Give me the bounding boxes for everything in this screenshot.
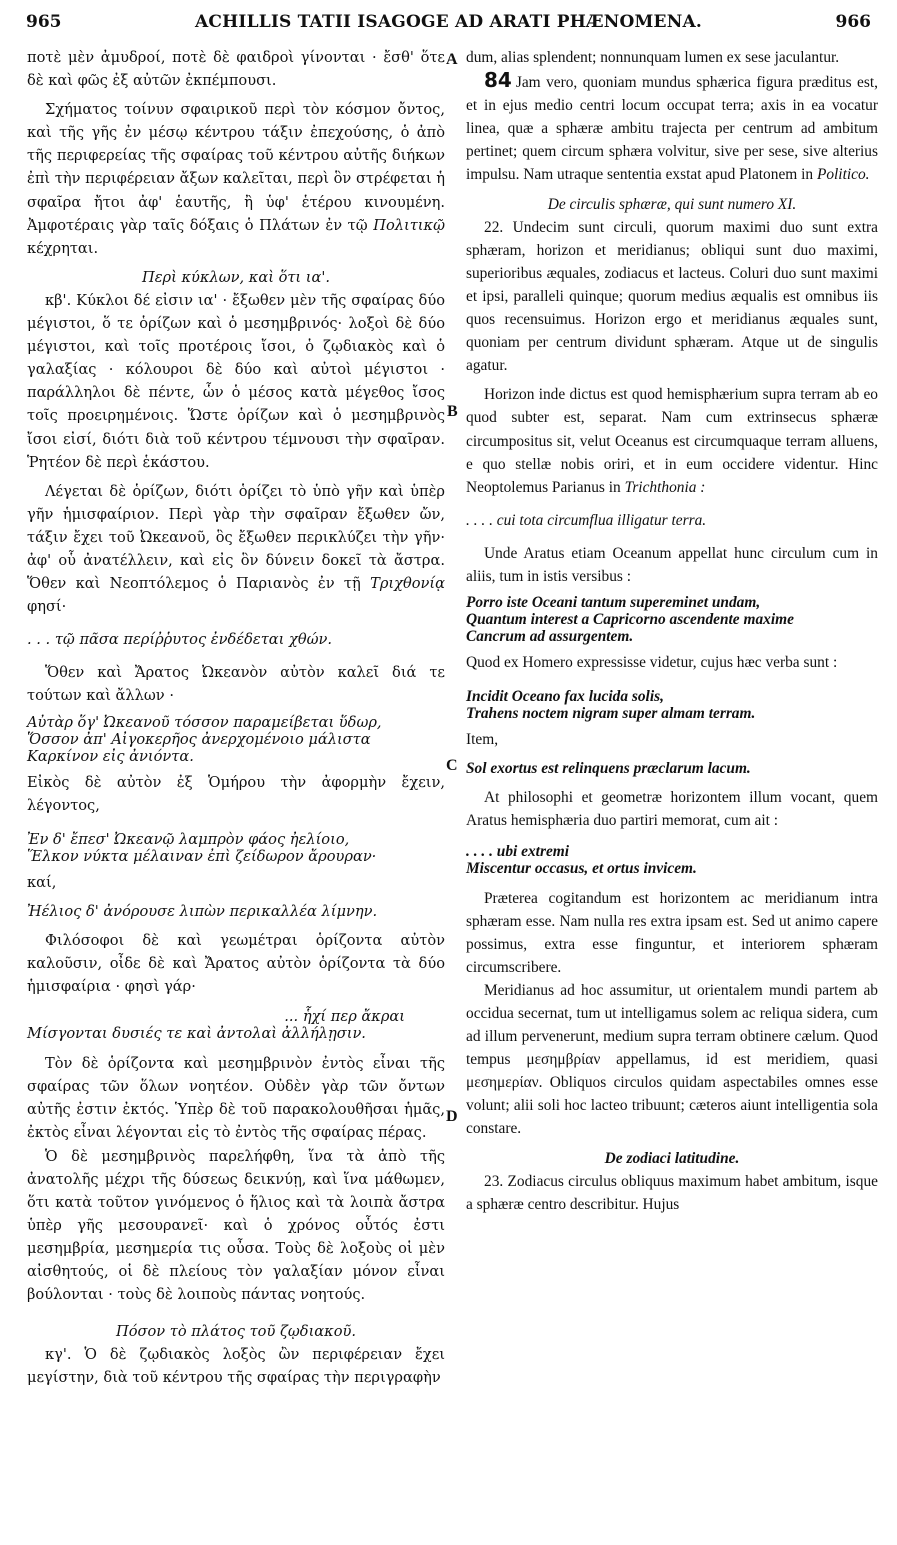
latin-verse-line: Cancrum ad assurgentem. bbox=[466, 628, 634, 646]
latin-verse: . . . . cui tota circumflua illigatur terra. bbox=[466, 511, 707, 529]
latin-connector: Item, bbox=[466, 731, 499, 749]
greek-verse-line: Αὐτὰρ ὅγ' Ὠκεανοῦ τόσσον παραμείβεται ὕδωρ, bbox=[27, 713, 382, 731]
latin-section-heading: De zodiaci latitudine. bbox=[604, 1149, 740, 1167]
greek-verse-line: Ἐν δ' ἔπεσ' Ὠκεανῷ λαμπρὸν φάος ἠελίοιο, bbox=[27, 830, 350, 848]
greek-paragraph: Ὅθεν καὶ Ἄρατος Ὠκεανὸν αὐτὸν καλεῖ διά τε τούτων καὶ ἄλλων · bbox=[27, 664, 445, 705]
greek-section-heading: Πόσον τὸ πλάτος τοῦ ζῳδιακοῦ. bbox=[115, 1323, 357, 1341]
section-number: 84 bbox=[484, 68, 512, 93]
latin-verse-line: . . . . ubi extremi bbox=[466, 842, 570, 860]
latin-paragraph: 23. Zodiacus circulus obliquus maximum habet ambitum, isque a sphæræ centro describitur. Hujus bbox=[466, 1172, 878, 1213]
greek-column bbox=[27, 46, 445, 1390]
latin-verse-line: Miscentur occasus, et ortus invicem. bbox=[466, 859, 697, 877]
greek-text: κέχρηται. bbox=[27, 239, 99, 257]
greek-verse: . . . τῷ πᾶσα περίῤῥυτος ἐνδέδεται χθών. bbox=[27, 631, 333, 649]
greek-section-heading: Περὶ κύκλων, καὶ ὅτι ια'. bbox=[141, 268, 331, 286]
latin-paragraph bbox=[466, 383, 878, 498]
greek-verse: Ἠέλιος δ' ἀνόρουσε λιπὼν περικαλλέα λίμνην. bbox=[27, 902, 378, 920]
latin-verse-line: Porro iste Oceani tantum supereminet undam, bbox=[466, 594, 761, 612]
latin-verse-block bbox=[466, 594, 878, 645]
latin-paragraph: Quod ex Homero expressisse videtur, cujus hæc verba sunt : bbox=[466, 654, 838, 672]
greek-paragraph: Φιλόσοφοι δὲ καὶ γεωμέτραι ὁρίζοντα αὐτὸν καλοῦσιν, οἶδε δὲ καὶ Ἄρατος αὐτὸν ὁρίζοντα τὰ δύο ἡμισφαίρια · φησὶ γάρ· bbox=[27, 931, 445, 996]
latin-paragraph: Unde Aratus etiam Oceanum appellat hunc circulum cum in aliis, tum in istis versibus : bbox=[466, 544, 878, 585]
latin-text: Horizon inde dictus est quod hemisphærium supra terram ab eo quod subter est, separat. Nam cum extrinsecus sphæræ circumpositus sit, velut Oceanus est circumquaque terram alluens, e quo stellæ nobis oriri, et in eum occidere videntur. Hinc Neoptolemus Parianus in bbox=[466, 386, 878, 496]
greek-paragraph: ποτὲ μὲν ἀμυδροί, ποτὲ δὲ φαιδροὶ γίνονται · ἔσθ' ὅτε δὲ καὶ φῶς ἐξ αὐτῶν ἐκπέμπουσι. bbox=[27, 49, 445, 90]
latin-verse-block bbox=[466, 843, 878, 877]
latin-paragraph: Præterea cogitandum est horizontem ac meridianum intra sphæram esse. Nam nulla res extra ipsam est. Sed ut animo capere possimus, extra esse finguntur, et interiorem sphæram circumscribere. bbox=[466, 889, 878, 976]
greek-paragraph: κγ'. Ὁ δὲ ζῳδιακὸς λοξὸς ὢν περιφέρειαν ἔχει μεγίστην, διὰ τοῦ κέντρου τῆς σφαίρας τὴν περιγραφὴν bbox=[27, 1346, 445, 1387]
margin-letter-d: D bbox=[446, 1108, 458, 1125]
latin-work-title: Politico. bbox=[816, 166, 870, 184]
latin-verse-line: Incidit Oceano fax lucida solis, bbox=[466, 688, 664, 706]
page-number-right: 966 bbox=[835, 12, 871, 32]
latin-verse-line: Trahens noctem nigram super almam terram. bbox=[466, 705, 756, 723]
latin-verse-block bbox=[466, 688, 878, 722]
greek-connector: καί, bbox=[27, 873, 57, 891]
latin-text: Jam vero, quoniam mundus sphærica figura præditus est, et in ejus medio centri locum occupat terra; axis in ea vocatur linea, quæ a sphæræ ambitu trajecta per centrum ad ambitum pertinet; quem circum sphæra volvitur, sive per sese, sive alterius impulsu. Nam utraque sententia exstat apud Platonem in bbox=[466, 74, 878, 184]
greek-verse-line: Μίσγονται δυσιές τε καὶ ἀντολαὶ ἀλλήλῃσιν. bbox=[27, 1025, 366, 1043]
greek-paragraph: Ὁ δὲ μεσημβρινὸς παρελήφθη, ἵνα τὰ ἀπὸ τῆς ἀνατολῆς μέχρι τῆς δύσεως δεικνύῃ, καὶ ἵνα μάθωμεν, ὅτι κατὰ τοῦτον γινόμενος ὁ ἥλιος καὶ τὰ λοιπὰ ἄστρα ὑπὲρ γῆς μεσουρανεῖ· καὶ ὁ χρόνος οὗτός ἐστι μεσημβρία, μεσημερία τις οὖσα. Τοὺς δὲ λοξοὺς οἱ μὲν αἰσθητούς, οἱ δὲ πλείους τὸν γαλαξίαν μόνον εἶναι βούλονται · τοὺς δὲ λοιποὺς πάντας νοητούς. bbox=[27, 1147, 445, 1304]
greek-paragraph: Εἰκὸς δὲ αὐτὸν ἐξ Ὁμήρου τὴν ἀφορμὴν ἔχειν, λέγοντος, bbox=[27, 773, 445, 814]
latin-section-heading: De circulis sphæræ, qui sunt numero XI. bbox=[547, 195, 797, 213]
latin-paragraph: dum, alias splendent; nonnunquam lumen ex sese jaculantur. bbox=[466, 49, 840, 66]
latin-work-title: Trichthonia : bbox=[624, 478, 706, 496]
latin-paragraph: At philosophi et geometræ horizontem illum vocant, quem Aratus hemisphæria duo partiri memorat, cum ait : bbox=[466, 789, 878, 830]
running-title: ACHILLIS TATII ISAGOGE AD ARATI PHÆNOMENA. bbox=[195, 12, 702, 32]
greek-paragraph bbox=[27, 480, 445, 619]
greek-text: Σχήματος τοίνυν σφαιρικοῦ περὶ τὸν κόσμον ὄντος, καὶ τῆς γῆς ἐν μέσῳ κέντρου τάξιν ἐπεχούσης, ὁ ἀπὸ τῆς περιφερείας τῆς σφαίρας τοῦ κέντρου αὐτῆς διήκων ἐπὶ τὴν περιφέρειαν ἄξων καλεῖται, περὶ ὃν στρέφεται ἡ σφαῖρα ἤτοι ἀφ' ἑαυτῆς, ἢ ὑφ' ἑτέρου κινουμένη. Ἀμφοτέραις γὰρ ταῖς δόξαις ὁ Πλάτων ἐν τῷ bbox=[27, 101, 445, 234]
greek-work-title: Πολιτικῷ bbox=[373, 216, 446, 234]
page-number-left: 965 bbox=[26, 12, 62, 32]
margin-letter-a: A bbox=[446, 51, 458, 68]
greek-paragraph: κβ'. Κύκλοι δέ εἰσιν ια' · ἔξωθεν μὲν τῆς σφαίρας δύο μέγιστοι, ὅ τε ὁρίζων καὶ ὁ μεσημβρινός· λοξοὶ δὲ δύο μέγιστοι, καὶ τοῖς προτέροις ἴσοι, ὁ ζῳδιακὸς καὶ ὁ γαλαξίας · κόλουροι δὲ δύο καὶ αὐτοὶ μέγιστοι · παράλληλοι δὲ πέντε, ὧν ὁ μέσος κατὰ μέγεθος ἴσος τοῖς προειρημένοις. Ὥστε ὁρίζων καὶ ὁ μεσημβρινὸς ἴσοι εἰσί, διότι διὰ τοῦ κέντρου τέμνουσι τὴν σφαῖραν. Ῥητέον δὲ περὶ ἑκάστου. bbox=[27, 291, 445, 471]
greek-text: φησί· bbox=[27, 598, 67, 616]
greek-verse-line: Ὅσσον ἀπ' Αἰγοκερῆος ἀνερχομένοιο μάλιστα bbox=[27, 730, 371, 748]
latin-paragraph: Meridianus ad hoc assumitur, ut orientalem mundi partem ab occidua secernat, tum ut intelligamus solem ac reliqua sidera, cum ad illum pervenerunt, medium supra terram obtinere cælum. Quod tempus μεσημβρίαν appellamus, id est meridiem, quasi μεσημερίαν. Obliquos circulos quidam aspectabiles omnes esse volunt; alii soli hoc lacteo tribuunt; cæteros aiunt intelligentia sola constare. bbox=[466, 981, 878, 1138]
greek-paragraph: Τὸν δὲ ὁρίζοντα καὶ μεσημβρινὸν ἐντὸς εἶναι τῆς σφαίρας τῶν ὅλων νοητέον. Οὐδὲν γὰρ τῶν ὄντων αὐτῆς ἐστιν ἐκτός. Ὑπὲρ δὲ τοῦ παρακολουθῆσαι ἡμᾶς, ἐκτὸς εἶναι λέγονται εἰς τὸ ἐντὸς τῆς σφαίρας πέρας. bbox=[27, 1055, 445, 1142]
latin-verse-line: Quantum interest a Capricorno ascendente maxime bbox=[466, 611, 794, 629]
greek-verse-block bbox=[27, 1008, 445, 1042]
margin-letter-c: C bbox=[446, 757, 458, 774]
greek-verse-line: Καρκίνον εἰς ἀνιόντα. bbox=[27, 747, 194, 765]
greek-work-title: Τριχθονίᾳ bbox=[370, 575, 446, 593]
greek-verse-line: ... ἧχί περ ἄκραι bbox=[284, 1008, 405, 1026]
latin-paragraph bbox=[466, 69, 878, 186]
latin-verse: Sol exortus est relinquens præclarum lacum. bbox=[466, 760, 751, 778]
latin-column bbox=[466, 46, 878, 1216]
greek-verse-block bbox=[27, 831, 445, 865]
latin-paragraph: 22. Undecim sunt circuli, quorum maximi duo sunt extra sphæram, horizon et meridianus; obliqui sunt duo maximi, superioribus æquales, zodiacus et lacteus. Coluri duo sunt maximi et ipsi, paralleli quinque; quorum medius æqualis est omnibus iis quos recensuimus. Horizon ergo et meridianus æquales sunt, quoniam per centrum dividunt sphæram. Atque ut de singulis agatur. bbox=[466, 218, 878, 375]
page-header bbox=[26, 12, 871, 38]
greek-paragraph bbox=[27, 98, 445, 260]
greek-verse-line: Ἕλκον νύκτα μέλαιναν ἐπὶ ζείδωρον ἄρουραν· bbox=[27, 847, 377, 865]
greek-text: Λέγεται δὲ ὁρίζων, διότι ὁρίζει τὸ ὑπὸ γῆν καὶ ὑπὲρ γῆν ἡμισφαίριον. Περὶ γὰρ τὴν σφαῖραν ἔξωθεν ὤν, τάξιν ἔχει τοῦ Ὠκεανοῦ, ὃς ἔξωθεν περικλύζει τὴν γῆν· ἀφ' οὗ ἀνατέλλειν, καὶ εἰς ὃν δύνειν δοκεῖ τὰ ἄστρα. Ὅθεν καὶ Νεοπτόλεμος ὁ Παριανὸς ἐν τῇ bbox=[27, 482, 445, 593]
greek-verse-block bbox=[27, 714, 445, 765]
margin-letter-b: B bbox=[447, 403, 458, 420]
